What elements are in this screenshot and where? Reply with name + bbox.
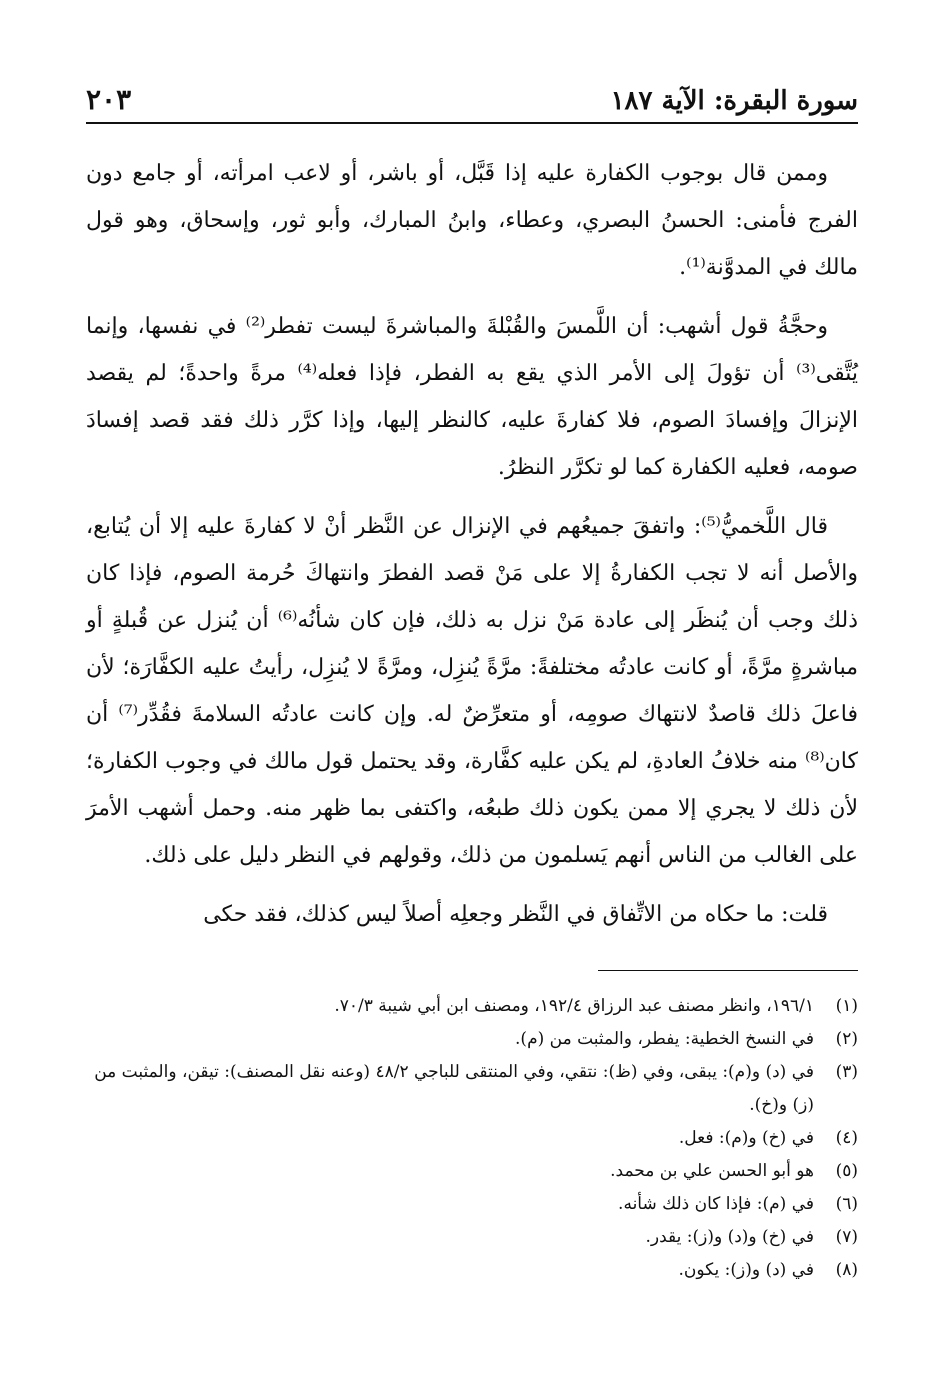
footnote-number: (٢): [835, 1029, 858, 1049]
footnote-number: (٤): [835, 1128, 858, 1148]
footnote-text: ١٩٦/١، وانظر مصنف عبد الرزاق ١٩٢/٤، ومصنف ابن أبي شيبة ٧٠/٣.: [334, 996, 814, 1016]
footnote-text: في النسخ الخطية: يفطر، والمثبت من (م).: [515, 1029, 814, 1049]
footnote-number: (٧): [835, 1227, 858, 1247]
footnote: [86, 1056, 858, 1122]
footnote: [86, 1221, 858, 1254]
footnote-separator: [598, 970, 858, 971]
footnote-text: في (د) و(م): يبقى، وفي (ظ): نتقي، وفي المنتقى للباجي ٤٨/٢ (وعنه نقل المصنف): تيقن، والمثبت من (ز) و(خ).: [94, 1062, 814, 1115]
footnote: [86, 1188, 858, 1221]
footnote-text: في (م): فإذا كان ذلك شأنه.: [618, 1194, 814, 1214]
footnote: [86, 1254, 858, 1287]
footnote-text: في (خ) و(م): فعل.: [678, 1128, 814, 1148]
running-title: سورة البقرة: الآية ١٨٧: [610, 86, 858, 116]
footnote-text: هو أبو الحسن علي بن محمد.: [610, 1161, 814, 1181]
paragraph: قلت: ما حكاه من الاتِّفاق في النَّظر وجعلِه أصلاً ليس كذلك، فقد حكى: [203, 902, 828, 927]
footnotes: [86, 990, 858, 1287]
footnote: [86, 990, 858, 1023]
page-number: ٢٠٣: [86, 83, 132, 116]
footnote-text: في (د) و(ز): يكون.: [678, 1260, 814, 1280]
footnote-number: (١): [835, 996, 858, 1016]
footnote-number: (٣): [835, 1062, 858, 1082]
paragraph: قال اللَّخميُّ⁽⁵⁾: واتفقَ جميعُهم في الإنزال عن النَّظر أنْ لا كفارةَ عليه إلا أن يُتابع، والأصل أنه لا تجب الكفارةُ إلا على مَنْ قصد الفطرَ وانتهاكَ حُرمة الصوم، فإذا كان ذلك وجب أن يُنظَر إلى عادة مَنْ نزل به ذلك، فإن كان شأنُه⁽⁶⁾ أن يُنزل عن قُبلةٍ أو مباشرةٍ مرَّةً، أو كانت عادتُه مختلفةً: مرَّةً يُنزِل، ومرَّةً لا يُنزِل، رأيتُ عليه الكفَّارَة؛ لأن فاعلَ ذلك قاصدٌ لانتهاك صومِه، أو متعرِّضٌ له. وإن كانت عادتُه السلامةَ فقُدِّر⁽⁷⁾ أن كان⁽⁸⁾ منه خلافُ العادةِ، لم يكن عليه كفَّارة، وقد يحتمل قول مالك في وجوب الكفارة؛ لأن ذلك لا يجري إلا ممن يكون ذلك طبعُه، واكتفى بما ظهر منه. وحمل أشهب الأمرَ على الغالب من الناس أنهم يَسلمون من ذلك، وقولهم في النظر دليل على ذلك.: [86, 514, 859, 868]
footnote: [86, 1155, 858, 1188]
footnote: [86, 1023, 858, 1056]
page-header: [86, 70, 858, 124]
paragraph: وحجَّةُ قول أشهب: أن اللَّمسَ والقُبْلةَ والمباشرةَ ليست تفطر⁽²⁾ في نفسها، وإنما يُتَّقى⁽³⁾ أن تؤولَ إلى الأمر الذي يقع به الفطر، فإذا فعله⁽⁴⁾ مرةً واحدةً؛ لم يقصد الإنزالَ وإفسادَ الصوم، فلا كفارةَ عليه، كالنظر إليها، وإذا كرَّر ذلك فقد قصد إفسادَ صومه، فعليه الكفارة كما لو تكرَّر النظرُ.: [86, 314, 859, 480]
footnote-number: (٦): [835, 1194, 858, 1214]
footnote-text: في (خ) و(د) و(ز): يقدر.: [645, 1227, 814, 1247]
footnote: [86, 1122, 858, 1155]
footnote-number: (٨): [835, 1260, 858, 1280]
footnote-number: (٥): [835, 1161, 858, 1181]
main-text: [86, 150, 858, 950]
paragraph: وممن قال بوجوب الكفارة عليه إذا قَبَّل، أو باشر، أو لاعب امرأته، أو جامع دون الفرج فأمنى: الحسنُ البصري، وعطاء، وابنُ المبارك، وأبو ثور، وإسحاق، وهو قول مالك في المدوَّنة⁽¹⁾.: [86, 161, 859, 280]
